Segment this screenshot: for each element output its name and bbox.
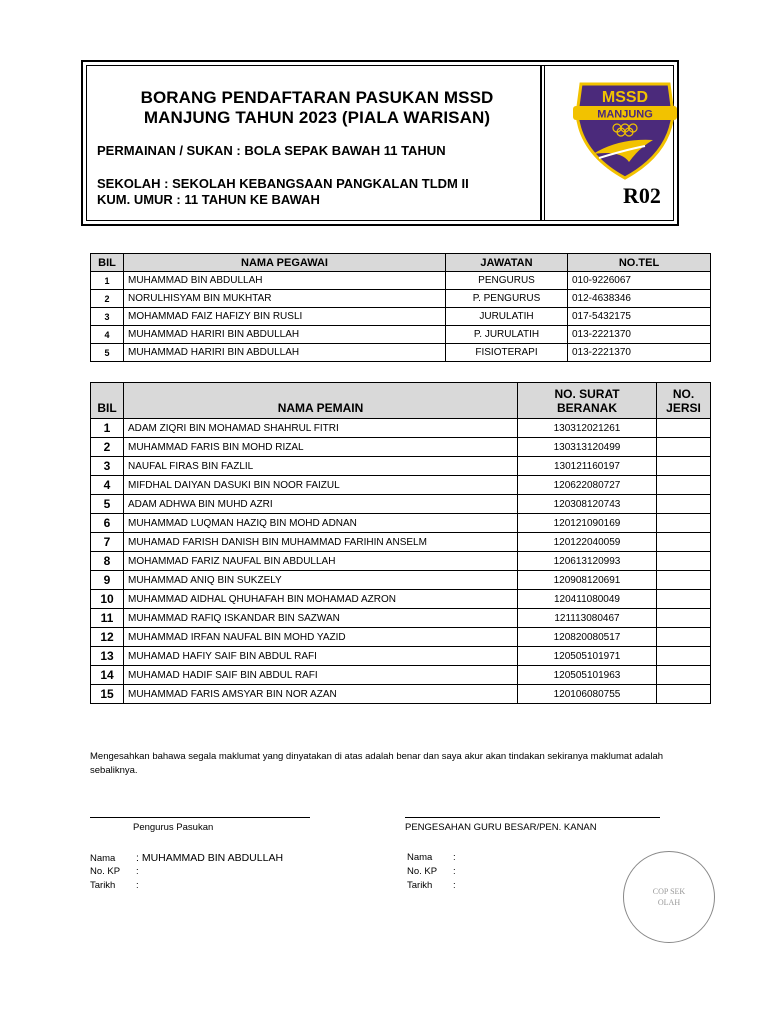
- permainan-line: PERMAINAN / SUKAN : BOLA SEPAK BAWAH 11 TAHUN: [97, 143, 446, 158]
- player-row: [91, 666, 711, 685]
- col-header-jawatan: JAWATAN: [446, 254, 568, 272]
- player-jersi: [657, 457, 711, 476]
- player-bil: 12: [91, 628, 124, 647]
- official-nama: MUHAMMAD BIN ABDULLAH: [124, 272, 446, 290]
- player-nama: MOHAMMAD FARIZ NAUFAL BIN ABDULLAH: [124, 552, 518, 571]
- player-row: [91, 590, 711, 609]
- player-bil: 15: [91, 685, 124, 704]
- title-line-1: BORANG PENDAFTARAN PASUKAN MSSD: [140, 88, 494, 107]
- player-jersi: [657, 552, 711, 571]
- player-row: [91, 476, 711, 495]
- tarikh-label: Tarikh: [407, 880, 433, 891]
- official-nama: NORULHISYAM BIN MUKHTAR: [124, 290, 446, 308]
- player-nama: MUHAMMAD FARIS AMSYAR BIN NOR AZAN: [124, 685, 518, 704]
- official-jawatan: PENGURUS: [446, 272, 568, 290]
- player-surat-beranak: 120505101963: [518, 666, 657, 685]
- player-row: [91, 685, 711, 704]
- player-row: [91, 495, 711, 514]
- player-jersi: [657, 495, 711, 514]
- tarikh-label: Tarikh: [90, 880, 116, 891]
- official-row: [91, 326, 711, 344]
- player-bil: 4: [91, 476, 124, 495]
- kum-umur-line: KUM. UMUR : 11 TAHUN KE BAWAH: [97, 192, 320, 207]
- col-header-surat-beranak: [518, 383, 657, 419]
- player-jersi: [657, 476, 711, 495]
- player-bil: 11: [91, 609, 124, 628]
- player-surat-beranak: 130313120499: [518, 438, 657, 457]
- player-row: [91, 552, 711, 571]
- official-bil: 3: [91, 308, 124, 326]
- sekolah-line: SEKOLAH : SEKOLAH KEBANGSAAN PANGKALAN TLDM II: [97, 176, 469, 191]
- manager-nama-field: [90, 851, 283, 866]
- player-row: [91, 457, 711, 476]
- players-header-row: [91, 383, 711, 419]
- player-surat-beranak: 120122040059: [518, 533, 657, 552]
- players-table: [90, 382, 711, 704]
- manager-nama-value: : MUHAMMAD BIN ABDULLAH: [136, 852, 284, 864]
- player-jersi: [657, 419, 711, 438]
- player-surat-beranak: 120121090169: [518, 514, 657, 533]
- mssd-manjung-logo: [569, 74, 681, 182]
- player-jersi: [657, 628, 711, 647]
- title-line-2: MANJUNG TAHUN 2023 (PIALA WARISAN): [143, 108, 491, 127]
- player-jersi: [657, 514, 711, 533]
- player-row: [91, 419, 711, 438]
- col-header-surat-line2: BERANAK: [557, 401, 617, 415]
- col-header-nama-pegawai: NAMA PEGAWAI: [124, 254, 446, 272]
- player-nama: MUHAMAD HADIF SAIF BIN ABDUL RAFI: [124, 666, 518, 685]
- form-code: R02: [623, 183, 661, 208]
- official-jawatan: P. JURULATIH: [446, 326, 568, 344]
- player-jersi: [657, 590, 711, 609]
- player-nama: ADAM ZIQRI BIN MOHAMAD SHAHRUL FITRI: [124, 419, 518, 438]
- player-nama: MIFDHAL DAIYAN DASUKI BIN NOOR FAIZUL: [124, 476, 518, 495]
- col-header-nama-pemain: NAMA PEMAIN: [124, 383, 518, 419]
- player-nama: NAUFAL FIRAS BIN FAZLIL: [124, 457, 518, 476]
- signature-line-manager: [90, 817, 310, 818]
- col-header-jersi-line1: NO.: [672, 387, 695, 401]
- official-tel: 010-9226067: [568, 272, 711, 290]
- player-nama: ADAM ADHWA BIN MUHD AZRI: [124, 495, 518, 514]
- player-bil: 10: [91, 590, 124, 609]
- official-row: [91, 272, 711, 290]
- col-header-jersi: [657, 383, 711, 419]
- official-tel: 013-2221370: [568, 326, 711, 344]
- player-row: [91, 514, 711, 533]
- player-surat-beranak: 120820080517: [518, 628, 657, 647]
- signature-label-headmaster: PENGESAHAN GURU BESAR/PEN. KANAN: [405, 822, 597, 833]
- declaration-statement: Mengesahkan bahawa segala maklumat yang dinyatakan di atas adalah benar dan saya akur akan tindakan sekiranya maklumat adalah sebaliknya.: [90, 751, 664, 776]
- player-bil: 8: [91, 552, 124, 571]
- official-jawatan: FISIOTERAPI: [446, 344, 568, 362]
- headmaster-tarikh-field: [407, 879, 456, 893]
- headmaster-kp-value: :: [453, 866, 456, 877]
- player-jersi: [657, 609, 711, 628]
- logo-mssd-text: MSSD: [601, 89, 649, 106]
- player-surat-beranak: 130121160197: [518, 457, 657, 476]
- player-row: [91, 438, 711, 457]
- signature-line-headmaster: [405, 817, 660, 818]
- official-bil: 1: [91, 272, 124, 290]
- manager-tarikh-value: :: [136, 880, 139, 891]
- player-row: [91, 647, 711, 666]
- player-surat-beranak: 120411080049: [518, 590, 657, 609]
- official-tel: 012-4638346: [568, 290, 711, 308]
- player-jersi: [657, 685, 711, 704]
- official-nama: MUHAMMAD HARIRI BIN ABDULLAH: [124, 344, 446, 362]
- player-nama: MUHAMMAD ANIQ BIN SUKZELY: [124, 571, 518, 590]
- col-header-surat-line1: NO. SURAT: [554, 387, 620, 401]
- signature-label-manager: Pengurus Pasukan: [133, 822, 214, 833]
- nama-label: Nama: [90, 853, 116, 864]
- player-nama: MUHAMMAD RAFIQ ISKANDAR BIN SAZWAN: [124, 609, 518, 628]
- player-bil: 9: [91, 571, 124, 590]
- col-header-notel: NO.TEL: [568, 254, 711, 272]
- official-row: [91, 344, 711, 362]
- player-jersi: [657, 647, 711, 666]
- player-row: [91, 628, 711, 647]
- official-bil: 4: [91, 326, 124, 344]
- player-nama: MUHAMMAD LUQMAN HAZIQ BIN MOHD ADNAN: [124, 514, 518, 533]
- official-row: [91, 290, 711, 308]
- manager-kp-value: :: [136, 866, 139, 877]
- kp-label: No. KP: [90, 866, 121, 877]
- player-bil: 13: [91, 647, 124, 666]
- headmaster-tarikh-value: :: [453, 880, 456, 891]
- manager-tarikh-field: [90, 879, 139, 893]
- headmaster-kp-field: [407, 865, 456, 879]
- player-bil: 14: [91, 666, 124, 685]
- headmaster-nama-value: :: [453, 852, 456, 863]
- official-jawatan: P. PENGURUS: [446, 290, 568, 308]
- header-box: [81, 60, 679, 226]
- official-tel: 017-5432175: [568, 308, 711, 326]
- player-bil: 2: [91, 438, 124, 457]
- player-jersi: [657, 571, 711, 590]
- player-bil: 7: [91, 533, 124, 552]
- player-surat-beranak: 120908120691: [518, 571, 657, 590]
- player-surat-beranak: 120308120743: [518, 495, 657, 514]
- stamp-text: COP SEKOLAH: [652, 887, 686, 907]
- player-surat-beranak: 120505101971: [518, 647, 657, 666]
- player-nama: MUHAMMAD AIDHAL QHUHAFAH BIN MOHAMAD AZRON: [124, 590, 518, 609]
- player-bil: 6: [91, 514, 124, 533]
- player-surat-beranak: 120106080755: [518, 685, 657, 704]
- player-nama: MUHAMMAD FARIS BIN MOHD RIZAL: [124, 438, 518, 457]
- col-header-bil: BIL: [91, 254, 124, 272]
- player-bil: 5: [91, 495, 124, 514]
- player-bil: 3: [91, 457, 124, 476]
- official-jawatan: JURULATIH: [446, 308, 568, 326]
- player-row: [91, 533, 711, 552]
- logo-manjung-text: MANJUNG: [597, 108, 653, 121]
- player-surat-beranak: 130312021261: [518, 419, 657, 438]
- form-title: [117, 88, 517, 128]
- headmaster-nama-field: [407, 851, 456, 865]
- official-bil: 2: [91, 290, 124, 308]
- manager-kp-field: [90, 865, 139, 879]
- player-surat-beranak: 120613120993: [518, 552, 657, 571]
- player-jersi: [657, 438, 711, 457]
- nama-label: Nama: [407, 852, 433, 863]
- header-inner-frame: [86, 65, 674, 221]
- col-header-bil: BIL: [91, 383, 124, 419]
- official-nama: MOHAMMAD FAIZ HAFIZY BIN RUSLI: [124, 308, 446, 326]
- player-nama: MUHAMMAD IRFAN NAUFAL BIN MOHD YAZID: [124, 628, 518, 647]
- kp-label: No. KP: [407, 866, 438, 877]
- player-row: [91, 571, 711, 590]
- player-surat-beranak: 120622080727: [518, 476, 657, 495]
- player-jersi: [657, 666, 711, 685]
- officials-table: [90, 253, 711, 362]
- official-nama: MUHAMMAD HARIRI BIN ABDULLAH: [124, 326, 446, 344]
- officials-header-row: [91, 254, 711, 272]
- player-row: [91, 609, 711, 628]
- player-nama: MUHAMAD HAFIY SAIF BIN ABDUL RAFI: [124, 647, 518, 666]
- official-bil: 5: [91, 344, 124, 362]
- col-header-jersi-line2: JERSI: [666, 401, 701, 415]
- player-jersi: [657, 533, 711, 552]
- official-row: [91, 308, 711, 326]
- header-divider: [540, 66, 545, 220]
- player-bil: 1: [91, 419, 124, 438]
- player-nama: MUHAMAD FARISH DANISH BIN MUHAMMAD FARIHIN ANSELM: [124, 533, 518, 552]
- official-tel: 013-2221370: [568, 344, 711, 362]
- school-stamp: [623, 851, 715, 943]
- player-surat-beranak: 121113080467: [518, 609, 657, 628]
